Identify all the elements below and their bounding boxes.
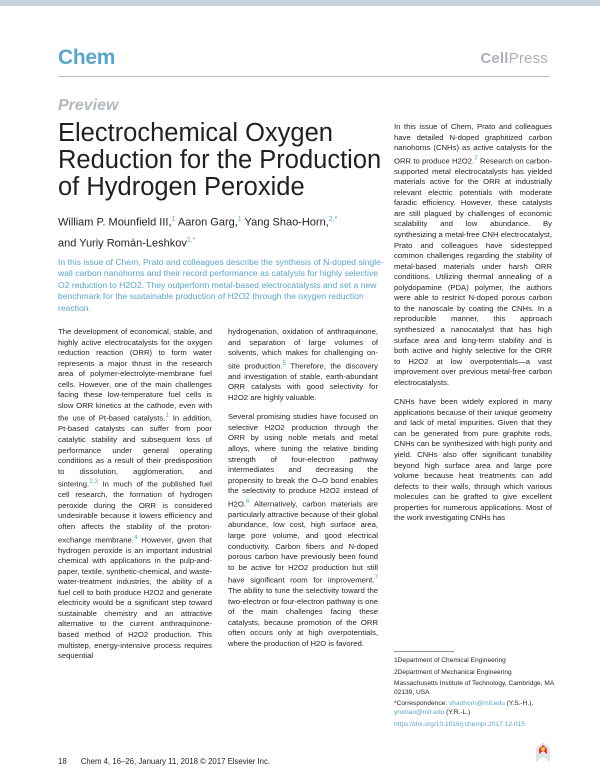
affiliation-1: 1Department of Chemical Engineering	[394, 657, 506, 664]
citation-ref[interactable]: 2,3	[89, 478, 99, 486]
institution: Massachusetts Institute of Technology, Cambridge, MA 02139, USA	[394, 680, 554, 696]
paragraph: hydrogenation, oxidation of anthraquinone, and separation of large volumes of solvents, which makes for challenging on-site production.$^5$ Therefore, the discovery and investigation of stable, earth-abundant ORR catalysts with good selectivity for H2O2 are highly valuable.	[228, 327, 378, 402]
author-affil: 1	[237, 216, 242, 223]
email-link[interactable]: shaohorn@mit.edu	[448, 700, 505, 708]
citation-ref[interactable]: 6	[245, 497, 250, 505]
correspondence: *Correspondence: shaohorn@mit.edu (Y.S.-H.), yroman@mit.edu (Y.R.-L.)	[394, 700, 534, 716]
publisher-press: Press	[508, 50, 548, 67]
paragraph: The development of economical, stable, and highly active electrocatalysts for the oxygen reduction reaction (ORR) to form water represents a major thrust in the research area of polymer-electrolyte-membrane fuel cells. However, one of the main challenges facing these low-temperature fuel cells is slow ORR kinetics at the cathode, even with the use of Pt-based catalysts.$^1$ In addition, Pt-based catalysts can suffer from poor catalytic stability and subsequent loss of performance under general operating conditions as a result of their predisposition to dissolution, agglomeration, and sintering.$^{2,3}$ In much of the published fuel cell research, the formation of hydrogen peroxide during the ORR is considered undesirable because it lowers efficiency and often affects the stability of the proton-exchange membrane.$^4$ However, given that hydrogen peroxide is an important industrial chemical with applications in the pulp-and-paper, textile, synthetic-chemical, and waste-water-treatment industries, the ability of a fuel cell to both produce H2O2 and generate electricity would be a significant step toward sustainable chemistry and an attractive alternative to the current anthraquinone-based method of H2O2 production. This multistep, energy-intensive process requires sequential	[58, 327, 213, 661]
header-rule	[58, 76, 550, 77]
article-title: Electrochemical Oxygen Reduction for the Production of Hydrogen Peroxide	[58, 119, 382, 201]
citation-ref[interactable]: 7	[374, 574, 378, 582]
citation-ref[interactable]: 7	[474, 154, 478, 162]
citation-ref[interactable]: 1	[165, 412, 169, 420]
body-column-1	[58, 327, 212, 671]
journal-logo: Chem	[58, 46, 116, 69]
author-shao-horn: Yang Shao-Horn,	[241, 216, 329, 229]
abstract: In this issue of Chem, Prato and colleagues describe the synthesis of N-doped single-wall carbon nanohorns and their record performance as catalysts for highly selective O2 reduction to H2O2. They outperform metal-based electrocatalysts and set a new benchmark for the sustainable production of H2O2 through the oxygen reduction reaction.	[58, 257, 384, 313]
top-band	[0, 0, 600, 6]
journal-citation: Chem 4, 16–26, January 11, 2018 © 2017 Elsevier Inc.	[80, 757, 271, 766]
page-number: 18	[58, 757, 67, 766]
body-column-3	[394, 122, 552, 533]
crossmark-icon[interactable]	[536, 742, 550, 762]
section-label: Preview	[58, 97, 119, 114]
author-mounfield: William P. Mounfield III,	[58, 216, 172, 229]
author-affil: 1	[171, 216, 176, 223]
page-footer	[58, 757, 270, 766]
body-column-2	[228, 327, 378, 659]
email-link[interactable]: yroman@mit.edu	[394, 708, 445, 716]
paragraph: Several promising studies have focused on selective H2O2 production through the ORR by using noble metals and metal alloys, where tuning the relative binding strength of four-electron pathway intermediates and decreasing the propensity to break the O–O bond enables the selectivity to produce H2O2 instead of H2O.$^6$ Alternatively, carbon materials are particularly attractive because of their global abundance, low cost, high surface area, large pore volume, and good electrical conductivity. Carbon fibers and N-doped porous carbon have previously been found to be active for H2O2 production but still have significant room for improvement.$^7$ The ability to tune the selectivity toward the two-electron or four-electron pathway is one of the main challenges facing these catalysts, because promotion of the ORR often occurs only at high overpotentials, where the production of H2O is favored.	[228, 412, 378, 648]
citation-ref[interactable]: 4	[133, 533, 138, 541]
paragraph: In this issue of Chem, Prato and colleagues have detailed N-doped graphitized carbon nanohorns (CNHs) as active catalysts for the ORR to produce H2O2.$^7$ Research on carbon-supported metal electrocatalysts has yielded materials active for the ORR at industrially relevant electric potentials with moderate faradic efficiency. However, these catalysts are still plagued by challenges of economic scalability and low abundance. By synthesizing a metal-free CNH electrocatalyst, Prato and colleagues have sidestepped common challenges regarding the stability of metal-based materials under harsh ORR conditions. Utilizing thermal annealing of a polydopamine (PDA) polymer, the authors were able to restrict N-doped porous carbon to the nanoscale by coating the CNHs. In a reproducible manner, this approach synthesized a nanocatalyst that has high surface area and long-term stability and is both active and highly selective for the ORR to H2O2 at low overpotentials—a vast improvement over previous metal-free carbon electrocatalysts.	[394, 122, 552, 387]
citation-ref[interactable]: 5	[282, 359, 287, 367]
author-affil: 1,*	[186, 236, 196, 244]
paragraph: CNHs have been widely explored in many applications because of their unique geometry and lack of metal impurities. Given that they can be generated from pure graphite rods, CNHs can be synthesized with high purity and yield. CNHs also offer significant tunability beyond high surface area and large pore volume because heat treatments can add defects to their walls, through which various molecules can be grafted to give excellent properties for numerous applications. Most of the work investigating CNHs has	[394, 397, 552, 523]
publisher-logo	[480, 50, 548, 67]
author-affil: 2,*	[328, 216, 338, 223]
affiliation-2: 2Department of Mechanical Engineering	[394, 668, 512, 676]
doi-link[interactable]: https://doi.org/10.1016/j.chempr.2017.12.015	[394, 720, 525, 728]
footnotes	[394, 657, 554, 732]
publisher-cell: Cell	[480, 50, 509, 67]
author-list	[58, 211, 378, 252]
author-roman-leshkov: and Yuriy Román-Leshkov	[58, 237, 187, 250]
footnote-rule	[394, 651, 454, 652]
author-garg: Aaron Garg,	[175, 216, 238, 229]
